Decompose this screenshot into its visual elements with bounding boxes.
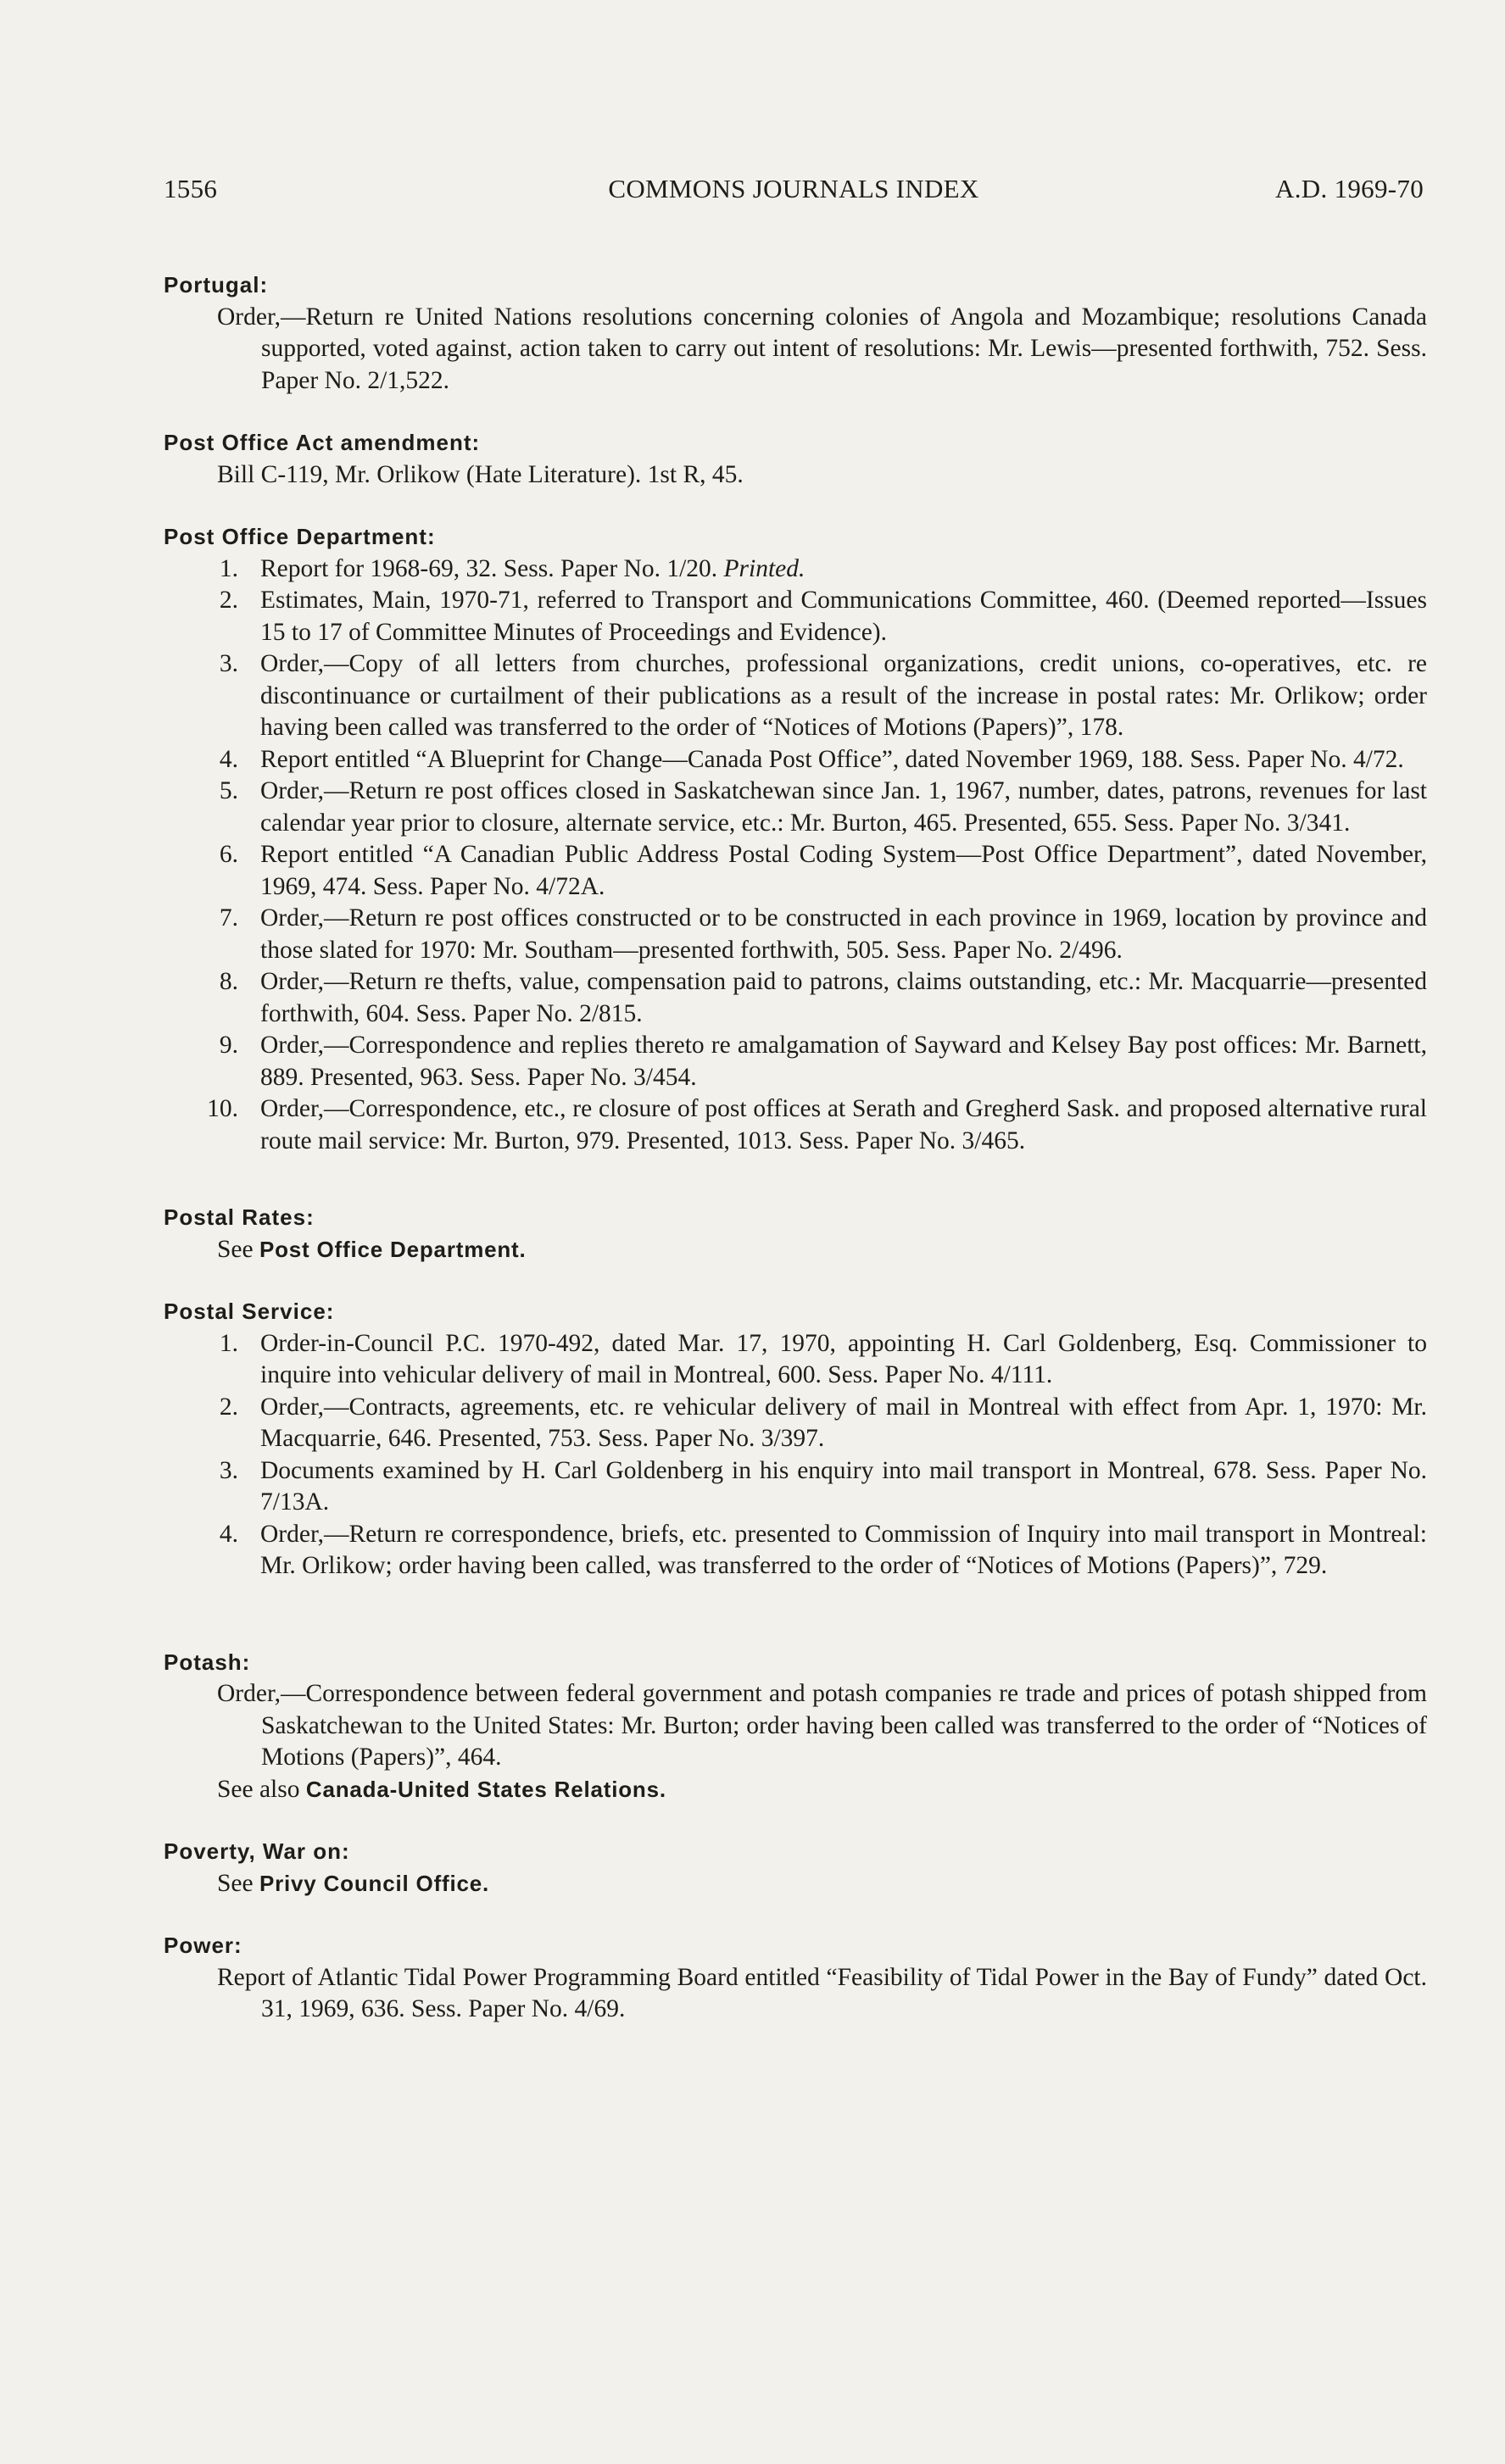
entry-heading: Potash:	[164, 1649, 251, 1675]
see-prefix: See	[217, 1869, 254, 1897]
item-text: Order,—Return re post offices closed in Saskatchewan since Jan. 1, 1967, number, dates, patrons, revenues for last calendar year prior to closure, alternate service, etc.: Mr. Burton, 465. Presented, 655. Sess. Paper No. 3/341.	[260, 777, 1427, 837]
item-number: 10.	[207, 1095, 238, 1122]
list-item	[164, 553, 1427, 586]
see-reference	[217, 1774, 1427, 1806]
list-item	[164, 1455, 1427, 1519]
see-reference	[217, 1868, 1427, 1900]
list-item	[164, 648, 1427, 744]
entry-heading: Post Office Department:	[164, 524, 436, 549]
entry-portugal	[164, 270, 1427, 397]
entry-heading: Postal Service:	[164, 1299, 335, 1324]
item-list	[164, 1328, 1427, 1582]
see-prefix: See also	[217, 1775, 300, 1803]
entry-poverty-war-on	[164, 1836, 1427, 1899]
item-number: 4.	[219, 745, 238, 773]
item-number: 8.	[219, 968, 238, 995]
entry-text: Bill C-119, Mr. Orlikow (Hate Literature). 1st R, 45.	[217, 460, 744, 488]
item-text: Order,—Contracts, agreements, etc. re vehicular delivery of mail in Montreal with effect from Apr. 1, 1970: Mr. Macquarrie, 646. Presented, 753. Sess. Paper No. 3/397.	[260, 1393, 1427, 1452]
entry-postal-service	[164, 1296, 1427, 1582]
entry-text: Order,—Return re United Nations resolutions concerning colonies of Angola and Mozambique; resolutions Canada supported, voted against, action taken to carry out intent of resolutions: Mr. Lewis—presented forthwith, 752. Sess. Paper No. 2/1,522.	[217, 303, 1427, 394]
list-item	[164, 966, 1427, 1030]
item-number: 1.	[219, 1329, 238, 1357]
item-text: Order,—Correspondence, etc., re closure of post offices at Serath and Gregherd Sask. and proposed alternative rural route mail service: Mr. Burton, 979. Presented, 1013. Sess. Paper No. 3/465.	[260, 1095, 1427, 1154]
list-item	[164, 744, 1427, 776]
item-text: Order,—Return re correspondence, briefs, etc. presented to Commission of Inquiry into mail transport in Montreal: Mr. Orlikow; order having been called, was transferred to the order of “Notices of Motions (Papers)”, 729.	[260, 1520, 1427, 1579]
running-head	[164, 174, 1424, 208]
entry-heading: Portugal:	[164, 272, 269, 298]
entry-potash	[164, 1647, 1427, 1806]
item-number: 9.	[219, 1032, 238, 1059]
item-text: Documents examined by H. Carl Goldenberg in his enquiry into mail transport in Montreal, 678. Sess. Paper No. 7/13A.	[260, 1456, 1427, 1516]
see-target: Post Office Department.	[259, 1236, 527, 1262]
entry-post-office-act	[164, 427, 1427, 491]
list-item	[164, 1328, 1427, 1392]
see-reference	[217, 1234, 1427, 1266]
item-number: 3.	[219, 1456, 238, 1484]
item-text: Order,—Return re post offices constructed or to be constructed in each province in 1969, location by province and those slated for 1970: Mr. Southam—presented forthwith, 505. Sess. Paper No. 2/496.	[260, 904, 1427, 964]
list-item	[164, 1519, 1427, 1582]
item-text: Report for 1968-69, 32. Sess. Paper No. 1/20.	[260, 554, 718, 582]
list-item	[164, 1392, 1427, 1455]
entry-heading: Power:	[164, 1933, 242, 1958]
item-text: Order-in-Council P.C. 1970-492, dated Mar. 17, 1970, appointing H. Carl Goldenberg, Esq. Commissioner to inquire into vehicular delivery of mail in Montreal, 600. Sess. Paper No. 4/111.	[260, 1329, 1427, 1388]
entry-power	[164, 1930, 1427, 2026]
index-content	[164, 270, 1427, 2026]
item-text: Order,—Copy of all letters from churches, professional organizations, credit unions, co-operatives, etc. re discontinuance or curtailment of their publications as a result of the increase in postal rates: Mr. Orlikow; order having been called was transferred to the order of “Notices of Motions (Papers)”, 178.	[260, 650, 1427, 741]
entry-post-office-department	[164, 521, 1427, 1157]
entry-heading: Postal Rates:	[164, 1204, 315, 1230]
see-target: Privy Council Office.	[259, 1870, 490, 1896]
list-item	[164, 1093, 1427, 1157]
item-italic-note: Printed.	[723, 554, 805, 582]
entry-heading: Poverty, War on:	[164, 1838, 350, 1864]
list-item	[164, 903, 1427, 966]
list-item	[164, 776, 1427, 839]
list-item	[164, 585, 1427, 648]
item-text: Order,—Correspondence and replies thereto re amalgamation of Sayward and Kelsey Bay post offices: Mr. Barnett, 889. Presented, 963. Sess. Paper No. 3/454.	[260, 1032, 1427, 1091]
session-year: A.D. 1969-70	[1275, 174, 1424, 203]
entry-text: Order,—Correspondence between federal government and potash companies re trade and prices of potash shipped from Saskatchewan to the United States: Mr. Burton; order having been called was transferred to the order of “Notices of Motions (Papers)”, 464.	[217, 1680, 1427, 1771]
item-text: Estimates, Main, 1970-71, referred to Transport and Communications Committee, 460. (Deemed reported—Issues 15 to 17 of Committee Minutes of Proceedings and Evidence).	[260, 587, 1427, 646]
item-number: 7.	[219, 904, 238, 932]
entry-heading: Post Office Act amendment:	[164, 430, 481, 455]
item-text: Order,—Return re thefts, value, compensation paid to patrons, claims outstanding, etc.: Mr. Macquarrie—presented forthwith, 604. Sess. Paper No. 2/815.	[260, 968, 1427, 1027]
entry-postal-rates	[164, 1202, 1427, 1265]
item-number: 1.	[219, 554, 238, 582]
item-text: Report entitled “A Blueprint for Change—Canada Post Office”, dated November 1969, 188. Sess. Paper No. 4/72.	[260, 745, 1404, 773]
item-number: 3.	[219, 650, 238, 677]
item-number: 2.	[219, 587, 238, 614]
see-prefix: See	[217, 1235, 254, 1263]
item-number: 5.	[219, 777, 238, 804]
page-number: 1556	[164, 174, 218, 203]
item-number: 2.	[219, 1393, 238, 1421]
page-title: COMMONS JOURNALS INDEX	[608, 174, 979, 203]
see-target: Canada-United States Relations.	[305, 1776, 666, 1802]
entry-text: Report of Atlantic Tidal Power Programming Board entitled “Feasibility of Tidal Power in the Bay of Fundy” dated Oct. 31, 1969, 636. Sess. Paper No. 4/69.	[217, 1963, 1427, 2022]
item-list	[164, 553, 1427, 1158]
item-number: 6.	[219, 841, 238, 868]
item-text: Report entitled “A Canadian Public Address Postal Coding System—Post Office Department”, dated November, 1969, 474. Sess. Paper No. 4/72A.	[260, 841, 1427, 900]
item-number: 4.	[219, 1520, 238, 1548]
list-item	[164, 839, 1427, 903]
list-item	[164, 1030, 1427, 1093]
